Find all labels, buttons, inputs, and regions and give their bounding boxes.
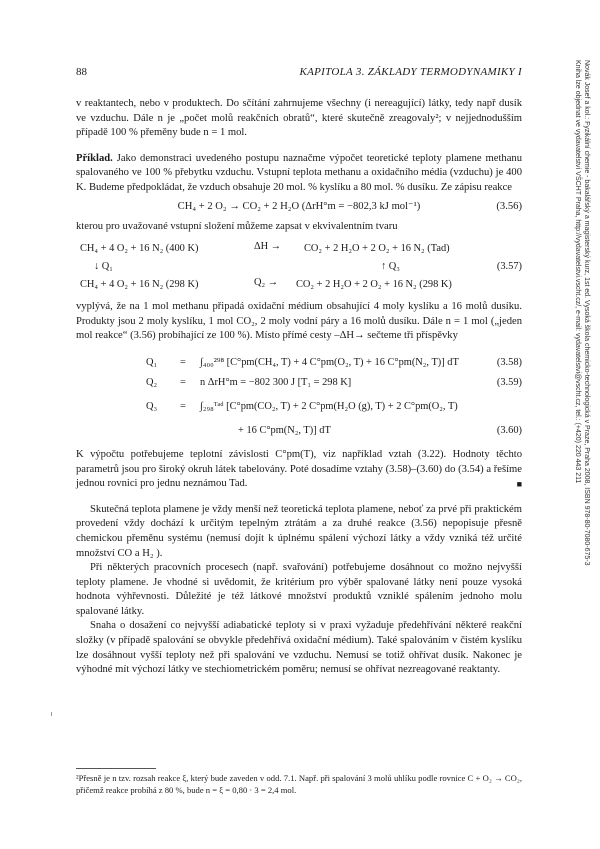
- scheme-bottom-right: CO₂ + 2 H₂O + 2 O₂ + 16 N₂ (298 K): [296, 279, 452, 291]
- footnote: ²Přesně je n tzv. rozsah reakce ξ, který bude zaveden v odd. 7.1. Např. při spalování 3 molů uhlíku podle rovnice C + O₂ → CO₂, přičemž reakce probíhá z 80 %, bude n = ξ = 0,80 · 3 = 2,4 mol.: [76, 773, 522, 795]
- equation-number: (3.58): [496, 356, 522, 368]
- example-paragraph: [76, 152, 522, 196]
- paragraph-8: Snaha o dosažení co nejvyšší adiabatické teploty si v praxi vyžaduje předehřívání některé reakční složky (v případě spalování se obvykle předehřívá oxidační médium). Také spalováním v čistém kyslíku lze dosáhnout vyšší teploty než při spalování ve vzduchu. Nemusí se totiž ohřívat dusík. Nakonec je výhodné mít výchozí látky ve stechiometrickém poměru; nemusí se ohřívat nezreagované reaktanty.: [76, 620, 522, 676]
- paragraph-5-text: K výpočtu potřebujeme teplotní závislosti C°pm(T), viz například vztah (3.22). Hodnoty těchto parametrů jsou pro široký okruh látek tabelovány. Poté dosadíme vztahy (3.58)–(3.60) do (3.54) a řešíme jednou rovnici pro jednu neznámou Tad.: [76, 448, 522, 490]
- equation-number: (3.56): [496, 200, 522, 212]
- paragraph-5: [76, 448, 522, 492]
- paragraph-6: Skutečná teplota plamene je vždy menší než teoretická teplota plamene, neboť za prvé při praktickém provedení vždy dochází k určitým tepelným ztrátám a za druhé reakce (3.56) nepopisuje přesně chemickou přeměnu systému (nemusí dojít k úplnému spálení výchozí látky a vždy vzniká též určité množství CO a H₂ ).: [76, 503, 522, 559]
- end-of-example-mark: ■: [516, 479, 522, 490]
- equation-3-59: [76, 376, 522, 394]
- q2-value: n ΔrH°m = −802 300 J [T₁ = 298 K]: [200, 376, 352, 388]
- equation-text: CH₄ + 2 O₂ → CO₂ + 2 H₂O (ΔrH°m = −802,3 kJ mol⁻¹): [177, 200, 421, 212]
- paragraph-1: v reaktantech, nebo v produktech. Do sčítání zahrnujeme všechny (i nereagující) látky, tedy např dusík ve vzduchu. Dále n je „počet molů reakčních obratů“, které skutečně zreagovaly²; v nejjednodušším případě 100 % přeměny bude n = 1 mol.: [76, 98, 522, 139]
- sidebar-line-1: Novák Josef a kol.: Fyzikální chemie - bakalářský a magisterský kurz, 1st ed. Vysoká škola chemicko-technologická v Praze, Praha 2008, ISBN 978-80-7080-675-3: [583, 60, 590, 566]
- chapter-title: KAPITOLA 3. ZÁKLADY TERMODYNAMIKY I: [299, 66, 522, 78]
- scheme-top-right: CO₂ + 2 H₂O + 2 O₂ + 16 N₂ (Tad): [304, 243, 450, 255]
- page-body: [76, 97, 522, 678]
- equals-sign: =: [180, 400, 186, 412]
- q3-integral-continued: + 16 C°pm(N₂, T)] dT: [238, 424, 331, 436]
- equation-number: (3.60): [496, 424, 522, 436]
- scheme-top-left: CH₄ + 4 O₂ + 16 N₂ (400 K): [80, 243, 199, 255]
- equation-3-56: [76, 200, 522, 216]
- heat-contributions: [76, 350, 522, 442]
- equation-3-60-line-1: [76, 394, 522, 420]
- page-number: 88: [76, 66, 87, 78]
- equation-number: (3.59): [496, 376, 522, 388]
- scheme-down-arrow: ↓ Q₁: [94, 261, 113, 273]
- scheme-top-arrow: ΔH →: [254, 241, 282, 253]
- example-label: Příklad.: [76, 152, 113, 164]
- equation-3-60-line-2: [76, 420, 522, 442]
- page-header: [76, 66, 522, 80]
- footnote-rule: [76, 768, 156, 769]
- copyright-sidebar: [555, 60, 591, 580]
- paragraph-7: Při některých pracovních procesech (např. svařování) potřebujeme dosáhnout co možno nejvyšší teploty plamene. Je vhodné si uvědomit, že kritérium pro výběr spalované látky není pouze vysoká hodnota výhřevnosti. Důležité je též látkové množství produktů vzniklé spálením jednoho molu spalované látky.: [76, 562, 522, 617]
- paragraph-3: kterou pro uvažované vstupní složení můžeme zapsat v ekvivalentním tvaru: [76, 220, 398, 232]
- q3-symbol: Q₃: [146, 400, 158, 412]
- example-text: Jako demonstraci uvedeného postupu naznačme výpočet teoretické teploty plamene methanu spalovaného ve 100 % přebytku vzduchu. Vstupní teplota methanu a oxidačního média (vzduchu) je 400 K. Budeme předpokládat, že vzduch obsahuje 20 mol. % kyslíku a 80 mol. % dusíku. Ze zápisu reakce: [76, 152, 522, 193]
- q1-integral: ∫₄₀₀²⁹⁸ [C°pm(CH₄, T) + 4 C°pm(O₂, T) + 16 C°pm(N₂, T)] dT: [200, 356, 459, 368]
- sidebar-line-2: Kniha lze objednat ve vydavatelství VŠCHT Praha, http://vydavatelstvi.vscht.cz/, e-mail: vydavatelstvi@vscht.cz, tel.: (+420) 220 443 211: [574, 60, 581, 484]
- q2-symbol: Q₂: [146, 376, 158, 388]
- equals-sign: =: [180, 356, 186, 368]
- equation-3-58: [76, 350, 522, 376]
- q3-integral: ∫₂₉₈ᵀᵃᵈ [C°pm(CO₂, T) + 2 C°pm(H₂O (g), T) + 2 C°pm(O₂, T): [200, 400, 458, 412]
- q1-symbol: Q₁: [146, 356, 158, 368]
- margin-mark: [51, 712, 52, 716]
- equation-number: (3.57): [496, 261, 522, 273]
- paragraph-4: vyplývá, že na 1 mol methanu připadá oxidační médium obsahující 4 moly kyslíku a 16 molů dusíku. Produkty jsou 2 moly kyslíku, 1 mol CO₂, 2 moly vodní páry a 16 molů dusíku. Dále n = 1 mol („jeden mol reakce“ (3.56) probíhající ze 100 %). Místo přímé cesty –ΔH→ sečteme tři příspěvky: [76, 301, 522, 342]
- reaction-scheme-3-57: [76, 240, 522, 296]
- equals-sign: =: [180, 376, 186, 388]
- scheme-bottom-left: CH₄ + 4 O₂ + 16 N₂ (298 K): [80, 279, 199, 291]
- scheme-up-arrow: ↑ Q₃: [381, 261, 400, 273]
- scheme-bottom-arrow: Q₂ →: [254, 277, 279, 289]
